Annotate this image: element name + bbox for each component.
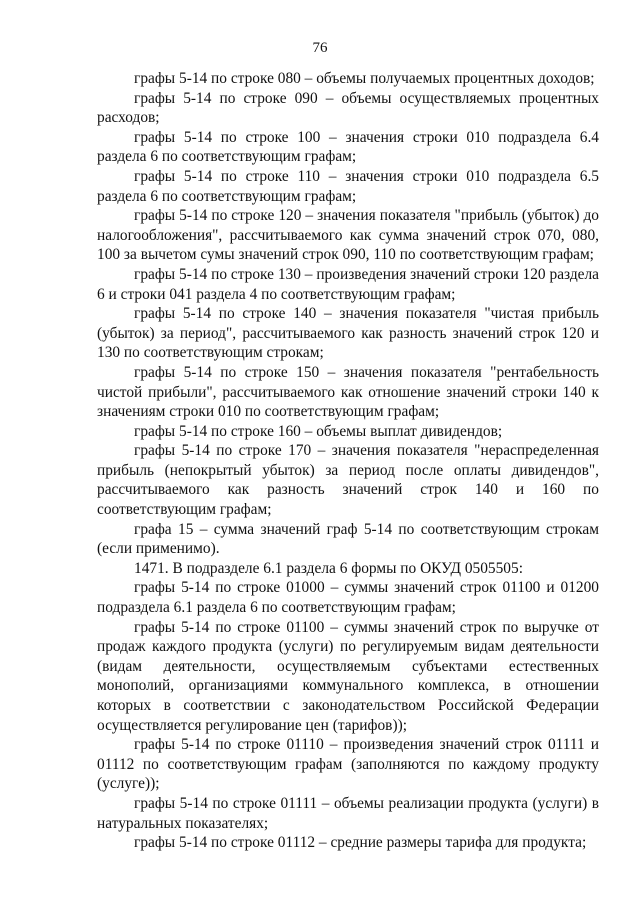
paragraph: графы 5-14 по строке 170 – значения показателя "нераспределенная прибыль (непокрытый убыток) за период после оплаты дивидендов", рассчитываемого как разность значений строк 140 и 160 по соответствующим графам; (97, 442, 599, 519)
paragraph: графы 5-14 по строке 130 – произведения значений строки 120 раздела 6 и строки 041 раздела 4 по соответствующим графам; (97, 265, 599, 303)
paragraph: графы 5-14 по строке 140 – значения показателя "чистая прибыль (убыток) за период", рассчитываемого как разность значений строк 120 и 130 по соответствующим строкам; (97, 305, 599, 362)
paragraph: графы 5-14 по строке 110 – значения строки 010 подраздела 6.5 раздела 6 по соответствующим графам; (97, 167, 599, 205)
paragraph: графы 5-14 по строке 01111 – объемы реализации продукта (услуги) в натуральных показателях; (97, 794, 599, 832)
document-body (97, 69, 599, 853)
paragraph: графа 15 – сумма значений граф 5-14 по соответствующим строкам (если применимо). (97, 520, 599, 558)
paragraph: графы 5-14 по строке 01112 – средние размеры тарифа для продукта; (134, 834, 587, 852)
paragraph: графы 5-14 по строке 150 – значения показателя "рентабельность чистой прибыли", рассчитываемого как отношение значений строки 140 к значениям строки 010 по соответствующим графам; (97, 363, 599, 421)
paragraph: графы 5-14 по строке 080 – объемы получаемых процентных доходов; (134, 70, 595, 87)
paragraph: графы 5-14 по строке 090 – объемы осуществляемых процентных расходов; (97, 89, 599, 127)
paragraph: графы 5-14 по строке 120 – значения показателя "прибыль (убыток) до налогообложения", рассчитываемого как сумма значений строк 070, 080, 100 за вычетом сумы значений строк 090, 110 по соответствующим графам; (97, 207, 599, 264)
section-heading: 1471. В подразделе 6.1 раздела 6 формы по ОКУД 0505505: (134, 559, 523, 577)
paragraph: графы 5-14 по строке 01110 – произведения значений строк 01111 и 01112 по соответствующим графам (заполняются по каждому продукту (услуге)); (97, 736, 599, 793)
page-number: 76 (312, 40, 328, 56)
paragraph: графы 5-14 по строке 01000 – суммы значений строк 01100 и 01200 подраздела 6.1 раздела 6 по соответствующим графам; (97, 579, 599, 617)
paragraph: графы 5-14 по строке 160 – объемы выплат дивидендов; (134, 422, 503, 440)
paragraph: графы 5-14 по строке 100 – значения строки 010 подраздела 6.4 раздела 6 по соответствующим графам; (97, 128, 599, 166)
paragraph: графы 5-14 по строке 01100 – суммы значений строк по выручке от продаж каждого продукта (услуги) по регулируемым видам деятельности (видам деятельности, осуществляемым субъектами естественных монополий, организациями коммунального комплекса, в отношении которых в соответствии с законодательством Российской Федерации осуществляется регулирование цен (тарифов)); (97, 618, 599, 734)
